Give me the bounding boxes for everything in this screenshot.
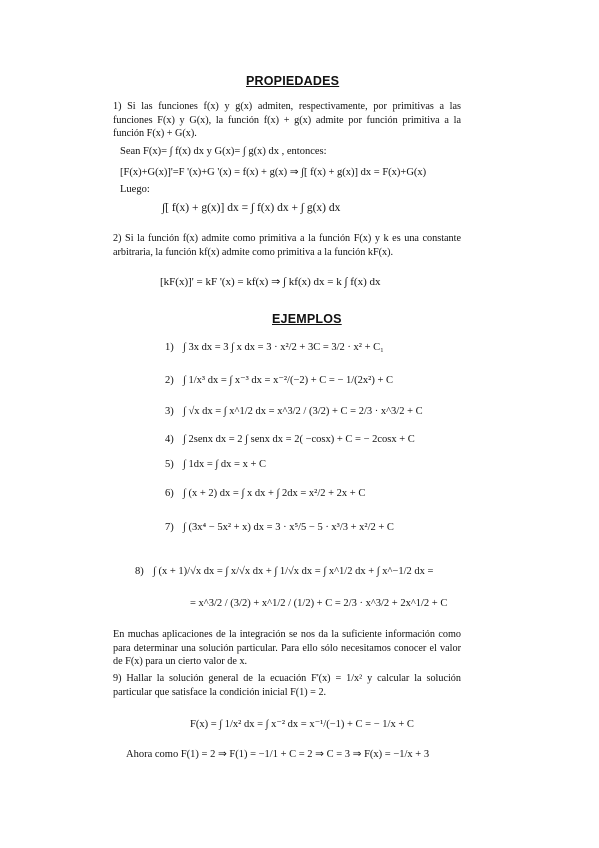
property-1-derivative: [F(x)+G(x)]'=F '(x)+G '(x) = f(x) + g(x) ⇒ ∫[ f(x) + g(x)] dx = F(x)+G(x) — [120, 167, 427, 178]
example-4 — [165, 434, 415, 445]
example-expression: ∫ (x + 1)/√x dx = ∫ x/√x dx + ∫ 1/√x dx = ∫ x^1/2 dx + ∫ x^−1/2 dx = — [153, 566, 434, 577]
property-2-statement: 2) Si la función f(x) admite como primitiva a la función F(x) y k es una constante arbitraria, la función kf(x) admite como primitiva a la función kF(x). — [113, 233, 461, 258]
property-1-result: ∫[ f(x) + g(x)] dx = ∫ f(x) dx + ∫ g(x) dx — [162, 202, 341, 214]
example-expression: ∫ 1/x³ dx = ∫ x⁻³ dx = x⁻²/(−2) + C = − 1/(2x²) + C — [183, 375, 393, 386]
example-9-statement: 9) Hallar la solución general de la ecuación F'(x) = 1/x² y calcular la solución particular que satisface la condición inicial F(1) = 2. — [113, 673, 461, 698]
example-8-line-1 — [135, 566, 433, 577]
example-1 — [165, 342, 384, 353]
example-expression: ∫ (x + 2) dx = ∫ x dx + ∫ 2dx = x²/2 + 2x + C — [183, 488, 366, 499]
example-expression: ∫ √x dx = ∫ x^1/2 dx = x^3/2 / (3/2) + C = 2/3 · x^3/2 + C — [183, 406, 423, 417]
intro-text: En muchas aplicaciones de la integración se nos da la suficiente información como para determinar una solución particular. Para ello sólo necesitamos conocer el valor de F(x) para un cierto valor de x. — [113, 629, 461, 667]
example-number: 2) — [165, 375, 174, 386]
property-2-formula: [kF(x)]' = kF '(x) = kf(x) ⇒ ∫ kf(x) dx = k ∫ f(x) dx — [160, 276, 381, 288]
example-9-particular: Ahora como F(1) = 2 ⇒ F(1) = −1/1 + C = 2 ⇒ C = 3 ⇒ F(x) = −1/x + 3 — [126, 749, 430, 760]
example-7 — [165, 522, 394, 533]
example-number: 5) — [165, 459, 174, 470]
example-number: 4) — [165, 434, 174, 445]
example-expression: ∫ (3x⁴ − 5x² + x) dx = 3 · x⁵/5 − 5 · x³/3 + x²/2 + C — [183, 522, 394, 533]
heading-propiedades: PROPIEDADES — [246, 74, 340, 88]
property-1-luego: Luego: — [120, 184, 150, 195]
intro-particular-solution — [89, 628, 461, 669]
example-number: 6) — [165, 488, 174, 499]
example-expression: ∫ 2senx dx = 2 ∫ senx dx = 2( −cosx) + C = − 2cosx + C — [183, 434, 415, 445]
property-1-definitions: Sean F(x)= ∫ f(x) dx y G(x)= ∫ g(x) dx , entonces: — [120, 146, 327, 157]
example-number: 7) — [165, 522, 174, 533]
heading-ejemplos: EJEMPLOS — [272, 312, 342, 326]
example-9-general: F(x) = ∫ 1/x² dx = ∫ x⁻² dx = x⁻¹/(−1) + C = − 1/x + C — [190, 719, 414, 730]
example-expression: ∫ 1dx = ∫ dx = x + C — [183, 459, 267, 470]
example-9-text — [89, 672, 461, 699]
example-3 — [165, 406, 423, 417]
example-2 — [165, 374, 393, 386]
example-number: 3) — [165, 406, 174, 417]
example-8-line-2: = x^3/2 / (3/2) + x^1/2 / (1/2) + C = 2/3 · x^3/2 + 2x^1/2 + C — [190, 598, 448, 609]
example-number: 1) — [165, 342, 174, 353]
example-number: 8) — [135, 566, 144, 577]
property-1-text — [89, 100, 461, 141]
example-6 — [165, 488, 365, 499]
property-1-statement: 1) Si las funciones f(x) y g(x) admiten, respectivamente, por primitivas a las funciones F(x) y G(x), la función f(x) + g(x) admite por función primitiva a la función F(x) + G(x). — [113, 101, 461, 139]
example-5 — [165, 459, 266, 470]
example-expression: ∫ 3x dx = 3 ∫ x dx = 3 · x²/2 + 3C = 3/2 · x² + C₁ — [183, 342, 384, 353]
property-2-text — [89, 232, 461, 259]
